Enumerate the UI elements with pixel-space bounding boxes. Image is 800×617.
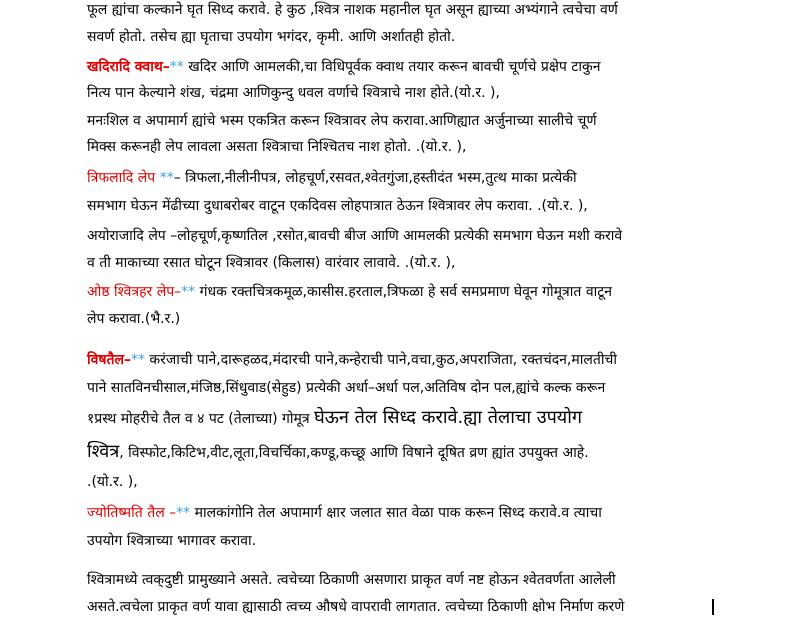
stars-marker: ** — [159, 170, 174, 186]
vishataila-line-1: विषतैल–** करंजाची पाने,दारूहळद,मंदारची पाने,कन्हेराची पाने,वचा,कुठ,अपराजिता, रक्तचंदन,मालतीची — [87, 352, 617, 368]
vishataila-heading: विषतैल — [87, 352, 124, 368]
ayorajadi-line-2: व ती माकाच्या रसात घोटून श्वित्रावर (किलास) वारंवार लावावे. .(यो.र. ), — [87, 255, 456, 271]
paragraph-line: फूल ह्यांचा कल्कानेे घृत सिध्द करावे. हे कुठ ,श्वित्र नाशक महानील घृत असून ह्याच्या अभ्यंगाने त्वचेचा वर्ण — [87, 2, 618, 18]
stars-marker: ** — [181, 284, 196, 300]
text-cursor — [712, 599, 714, 615]
closing-line-2: असते.त्वचेला प्राकृत वर्ण यावा ह्यासाठी त्वच्य औषधे वापरावी लागतात. त्वचेच्या ठिकाणी क्षोभ निर्माण करणे — [87, 599, 625, 615]
oshtha-line-1: ओष्ठ श्वित्रहर लेप–** गंधक रक्तचित्रकमूळ,कासीस.हरताल,त्रिफळा हे सर्व समप्रमाण घेवून गोमूत्रात वाटून — [87, 284, 613, 300]
khadiradi-line-3: मनःशिल व अपामार्ग ह्यांचे भस्म एकत्रित करून श्वित्रावर लेप करावा.आणिह्यात अर्जुनाच्या सालीचे चूर्ण — [87, 113, 597, 129]
jyotishmati-line-1: ज्योतिष्मति तैल –** मालकांगोनि तेल अपामार्ग क्षार जलात सात वेळा पाक करून सिध्द करावे.व त्याचा — [87, 505, 602, 521]
oshtha-line-2: लेप करावा.(भै.र.) — [87, 311, 181, 327]
khadiradi-line-4: मिक्स करूनही लेप लावला असता श्वित्राचा निश्चितच नाश होतो. .(यो.र. ), — [87, 139, 467, 155]
khadiradi-heading: खदिरादि क्वाथ — [87, 59, 163, 75]
triphaladi-heading: त्रिफलादि लेप — [87, 170, 156, 186]
vishataila-line-4: श्वित्र, विस्फोट,किटिभ,वीट,लूता,विचर्चिका,कण्डू,कच्छू आणि विषाने दूषित व्रण ह्यांत उपयुक्त आहे. — [87, 441, 589, 462]
stars-marker: ** — [130, 352, 145, 368]
jyotishmati-heading: ज्योतिष्मति तैल — [87, 505, 165, 521]
vishataila-line-3: १प्रस्थ मोहरीचे तैल व ४ पट (तेलाच्या) गोमूत्र घेऊन तेल सिध्द करावे.ह्या तेलाचा उपयोग — [87, 407, 583, 428]
khadiradi-line-2: नित्य पान केल्याने शंख, चंद्रमा आणिकुन्दु धवल वर्णाचे श्वित्राचे नाश होते.(यो.र. ), — [87, 85, 500, 101]
triphaladi-line-2: समभाग घेऊन मेंढीच्या दुधाबरोबर वाटून एकदिवस लोहपात्रात ठेऊन श्वित्रावर लेप करावा. .(यो.र. ), — [87, 198, 588, 214]
stars-marker: ** — [176, 505, 191, 521]
closing-line-1: श्वित्रामध्ये त्वक्‌दुष्टी प्रामुख्याने असते. त्वचेच्या ठिकाणी असणारा प्राकृत वर्ण नष्ट होऊन श्वेतवर्णता आलेली — [87, 572, 616, 588]
oshtha-heading: ओष्ठ श्वित्रहर लेप — [87, 284, 175, 300]
khadiradi-line-1: खदिरादि क्वाथ–** खदिर आणि आमलकी,चा विधिपूर्वक क्वाथ तयार करून बावची चूर्णचे प्रक्षेप टाकुन — [87, 59, 601, 75]
stars-marker: ** — [169, 59, 184, 75]
ayorajadi-line-1: अयोराजादि लेप –लोहचूर्ण,कृष्णतिल ,रसोत,बावची बीज आणि आमलकी प्रत्येकी समभाग घेऊन मशी करावे — [87, 228, 623, 244]
vishataila-line-2: पाने सातविनचीसाल,मंजिष्ठ,सिंधुवाड(सेहुड) प्रत्येकी अर्धा–अर्धा पल,अतिविष दोन पल,ह्यांचे कल्क करून — [87, 380, 606, 396]
vishataila-line-5: .(यो.र. ), — [87, 474, 138, 490]
triphaladi-line-1: त्रिफलादि लेप **– त्रिफला,नीलीनीपत्र, लोहचूर्ण,रसवत,श्वेतगुंजा,हस्तीदंत भस्म,तुत्थ माका प्रत्येकी — [87, 170, 577, 186]
jyotishmati-line-2: उपयोग श्वित्राच्या भागावर करावा. — [87, 533, 257, 549]
paragraph-line: सवर्ण होतो. तसेच ह्या घृताचा उपयोग भगंदर, कृमी. आणि अर्शातही होतो. — [87, 29, 456, 45]
